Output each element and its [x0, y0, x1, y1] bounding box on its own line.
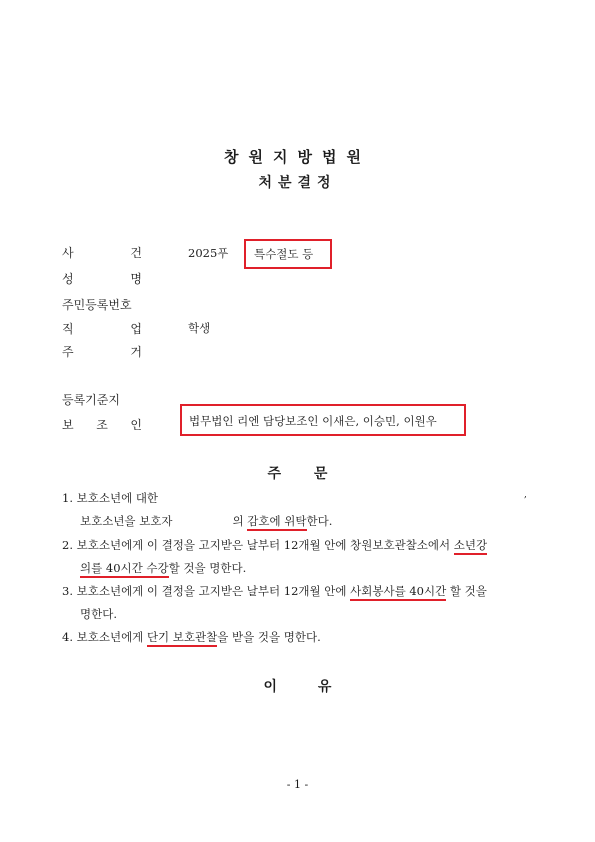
case-name: 특수절도 등 [254, 247, 314, 261]
rrn-label: 주민등록번호 [62, 298, 132, 312]
order-item-3-text-a: 3. 보호소년에게 이 결정을 고지받은 날부터 12개월 안에 [62, 584, 347, 598]
order-heading: 주 문 [267, 466, 328, 482]
order-item-1-underline: 감호에 위탁 [247, 514, 306, 531]
address-label: 주 거 [62, 345, 142, 359]
order-item-3-underline: 사회봉사를 40시간 [350, 584, 446, 601]
order-item-4-text-a: 4. 보호소년에게 [62, 630, 144, 644]
job-value: 학생 [188, 321, 211, 335]
order-item-1-text-b: 의 [232, 514, 244, 528]
order-item-2-line-2 [80, 560, 246, 576]
job-label: 직 업 [62, 322, 142, 336]
page-number: - 1 - [286, 778, 309, 791]
order-item-3-text-b: 할 것을 [449, 584, 487, 598]
order-item-4-text-b: 을 받을 것을 명한다. [217, 630, 321, 644]
name-label: 성 명 [62, 272, 142, 286]
guardian-box [180, 404, 466, 436]
order-item-2-underline-2: 의를 40시간 수강 [80, 561, 169, 578]
order-item-2-line-1 [62, 537, 487, 553]
order-item-2-text-a: 2. 보호소년에게 이 결정을 고지받은 날부터 12개월 안에 창원보호관찰소에서 [62, 538, 451, 552]
document-title: 처분결정 [258, 175, 337, 191]
guardian-label: 보 조 인 [62, 418, 142, 432]
registration-label: 등록기준지 [62, 393, 120, 407]
order-item-4-underline: 단기 보호관찰 [147, 630, 217, 647]
guardian-value: 법무법인 리엔 담당보조인 이새은, 이승민, 이원우 [189, 414, 437, 428]
footnote-tick: , [524, 490, 527, 500]
case-name-box [244, 239, 332, 269]
order-item-2-text-b: 할 것을 명한다. [168, 561, 247, 575]
case-label: 사 건 [62, 246, 142, 260]
order-item-4 [62, 629, 321, 645]
order-item-3-line-2: 명한다. [80, 607, 117, 621]
order-item-1-text-c: 한다. [306, 514, 333, 528]
order-item-2-underline-1: 소년강 [454, 538, 487, 555]
order-item-3-line-1 [62, 583, 487, 599]
reason-heading: 이 유 [263, 679, 332, 695]
court-name: 창원지방법원 [224, 148, 371, 166]
order-item-1-text-a: 보호소년을 보호자 [80, 514, 173, 528]
order-item-1-line-2 [80, 513, 332, 529]
case-number: 2025푸 [188, 246, 229, 260]
order-item-1-line-1: 1. 보호소년에 대한 [62, 491, 159, 505]
